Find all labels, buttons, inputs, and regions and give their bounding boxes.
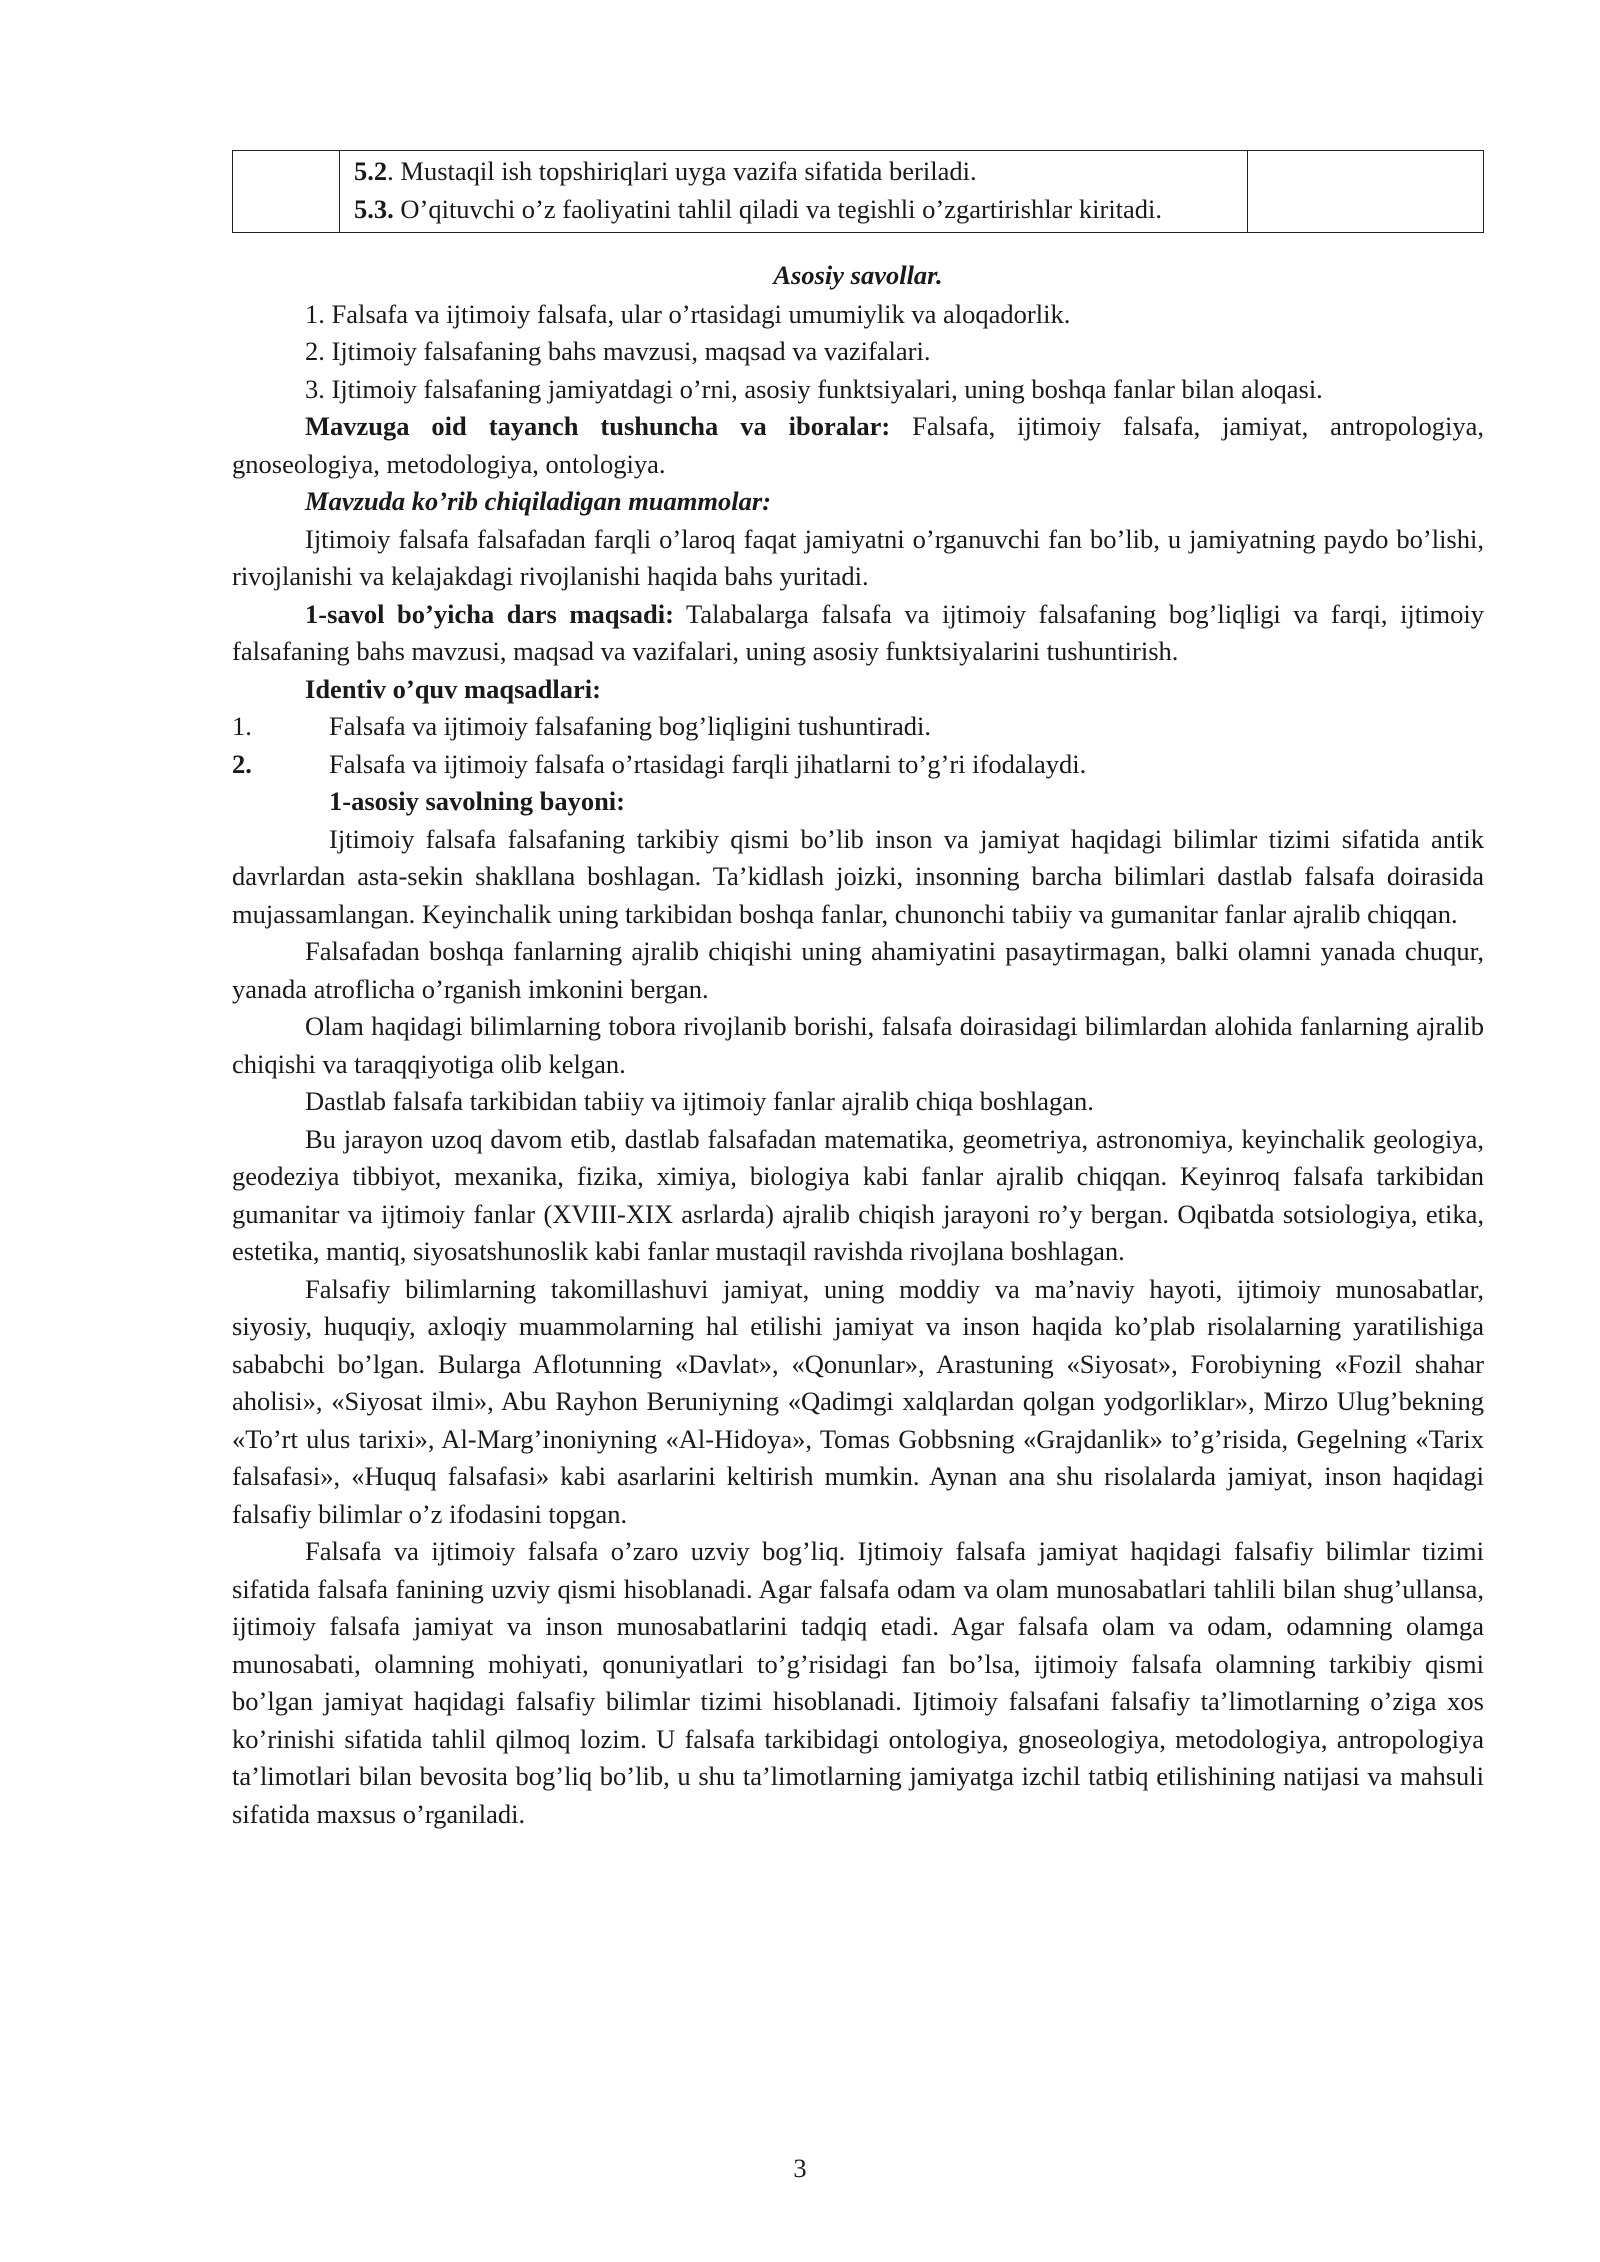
section-heading: Asosiy savollar. bbox=[773, 260, 943, 290]
body-paragraph: Dastlab falsafa tarkibidan tabiiy va ijtimoiy fanlar ajralib chiqa boshlagan. bbox=[305, 1086, 1094, 1116]
body-paragraph: Falsafadan boshqa fanlarning ajralib chiqishi uning ahamiyatini pasaytirmagan, balki olamni yanada chuqur, yanada atroflicha o’rganish imkonini bergan. bbox=[232, 936, 1484, 1004]
objective-text: Falsafa va ijtimoiy falsafaning bog’liqligini tushuntiradi. bbox=[329, 711, 932, 741]
body-paragraph: Olam haqidagi bilimlarning tobora rivojlanib borishi, falsafa doirasidagi bilimlardan alohida fanlarning ajralib chiqishi va taraqqiyotiga olib kelgan. bbox=[232, 1011, 1484, 1079]
objective-text: Falsafa va ijtimoiy falsafa o’rtasidagi farqli jihatlarni to’g’ri ifodalaydi. bbox=[329, 748, 1087, 779]
plan-item bbox=[354, 153, 1233, 191]
page-number: 3 bbox=[793, 2153, 807, 2183]
plan-item-number: 5.3. bbox=[354, 193, 394, 224]
statement-heading bbox=[232, 783, 1484, 821]
objective-number: 1. bbox=[232, 711, 252, 741]
problems-label: Mavzuda ko’rib chiqiladigan muammolar: bbox=[305, 486, 772, 516]
table-cell-content bbox=[340, 151, 1248, 233]
key-terms-label: Mavzuga oid tayanch tushuncha va iboralar: bbox=[305, 411, 891, 441]
question-item: 3. Ijtimoiy falsafaning jamiyatdagi o’rni, asosiy funktsiyalari, uning boshqa fanlar bilan aloqasi. bbox=[305, 373, 1323, 404]
plan-item-text: O’qituvchi o’z faoliyatini tahlil qiladi va tegishli o’zgartirishlar kiritadi. bbox=[393, 193, 1163, 224]
body-paragraph: Ijtimoiy falsafa falsafaning tarkibiy qismi bo’lib inson va jamiyat haqidagi bilimlar tizimi sifatida antik davrlardan asta-sekin shakllana boshlagan. Ta’kidlash joizki, insonning barcha bilimlari dastlab falsafa doirasida mujassamlangan. Keyinchalik uning tarkibidan boshqa fanlar, chunonchi tabiiy va gumanitar fanlar ajralib chiqqan. bbox=[232, 823, 1484, 929]
document-page bbox=[232, 150, 1484, 1833]
table-cell-notes bbox=[1248, 151, 1484, 233]
objectives-heading bbox=[232, 671, 1484, 709]
problems-heading bbox=[232, 483, 1484, 521]
body-paragraph: Bu jarayon uzoq davom etib, dastlab falsafadan matematika, geometriya, astronomiya, keyinchalik geologiya, geodeziya tibbiyot, mexanika, fizika, ximiya, biologiya kabi fanlar ajralib chiqqan. Keyinroq falsafa tarkibidan gumanitar va ijtimoiy fanlar (XVIII-XIX asrlarda) ajralib chiqish jarayoni ro’y bergan. Oqibatda sotsiologiya, etika, estetika, mantiq, siyosatshunoslik kabi fanlar mustaqil ravishda rivojlana boshlagan. bbox=[232, 1123, 1484, 1266]
goal-label: 1-savol bo’yicha dars maqsadi: bbox=[305, 598, 674, 629]
table-cell-number bbox=[233, 151, 340, 233]
key-terms-paragraph bbox=[232, 408, 1484, 483]
plan-item bbox=[354, 191, 1233, 229]
objective-number: 2. bbox=[232, 748, 252, 779]
objective-item bbox=[232, 708, 1484, 746]
objective-item bbox=[232, 746, 1484, 784]
problems-paragraph: Ijtimoiy falsafa falsafadan farqli o’laroq faqat jamiyatni o’rganuvchi fan bo’lib, u jamiyatning paydo bo’lishi, rivojlanishi va kelajakdagi rivojlanishi haqida bahs yuritadi. bbox=[232, 523, 1484, 591]
goal-text: Talabalarga falsafa va ijtimoiy falsafaning bog’liqligi va farqi, ijtimoiy falsafaning bahs mavzusi, maqsad va vazifalari, uning asosiy funktsiyalarini tushuntirish. bbox=[232, 598, 1484, 666]
key-terms-text: Falsafa, ijtimoiy falsafa, jamiyat, antropologiya, gnoseologiya, metodologiya, ontologiya. bbox=[232, 411, 1484, 479]
question-item: 2. Ijtimoiy falsafaning bahs mavzusi, maqsad va vazifalari. bbox=[305, 336, 931, 366]
table-row bbox=[233, 151, 1484, 233]
goal-paragraph bbox=[232, 596, 1484, 671]
statement-label: 1-asosiy savolning bayoni: bbox=[329, 786, 625, 816]
objectives-label: Identiv o’quv maqsadlari: bbox=[305, 673, 601, 704]
plan-item-text: . Mustaqil ish topshiriqlari uyga vazifa sifatida beriladi. bbox=[387, 156, 977, 186]
lesson-plan-table bbox=[232, 150, 1484, 233]
body-paragraph: Falsafiy bilimlarning takomillashuvi jamiyat, uning moddiy va ma’naviy hayoti, ijtimoiy munosabatlar, siyosiy, huquqiy, axloqiy muammolarning hal etilishi jamiyat va inson haqida ko’plab risolalarning yaratilishiga sababchi bo’lgan. Bularga Aflotunning «Davlat», «Qonunlar», Arastuning «Siyosat», Forobiyning «Fozil shahar aholisi», «Siyosat ilmi», Abu Rayhon Beruniyning «Qadimgi xalqlardan qolgan yodgorliklar», Mirzo Ulug’bekning «To’rt ulus tarixi», Al-Marg’inoniyning «Al-Hidoya», Tomas Gobbsning «Grajdanlik» to’g’risida, Gegelning «Tarix falsafasi», «Huquq falsafasi» kabi asarlarini keltirish mumkin. Aynan ana shu risolalarda jamiyat, inson haqidagi falsafiy bilimlar o’z ifodasini topgan. bbox=[232, 1273, 1484, 1529]
plan-item-number: 5.2 bbox=[354, 156, 388, 186]
body-paragraph: Falsafa va ijtimoiy falsafa o’zaro uzviy bog’liq. Ijtimoiy falsafa jamiyat haqidagi falsafiy bilimlar tizimi sifatida falsafa fanining uzviy qismi hisoblanadi. Agar falsafa odam va olam munosabatlari tahlili bilan shug’ullansa, ijtimoiy falsafa jamiyat va inson munosabatlarini tadqiq etadi. Agar falsafa olam va odam, odamning olamga munosabati, olamning mohiyati, qonuniyatlari to’g’risidagi fan bo’lsa, ijtimoiy falsafa olamning tarkibiy qismi bo’lgan jamiyat haqidagi falsafiy bilimlar tizimi hisoblanadi. Ijtimoiy falsafani falsafiy ta’limotlarning o’ziga xos ko’rinishi sifatida tahlil qilmoq lozim. U falsafa tarkibidagi ontologiya, gnoseologiya, metodologiya, antropologiya ta’limotlari bilan bevosita bog’liq bo’lib, u shu ta’limotlarning jamiyatga izchil tatbiq etilishining natijasi va mahsuli sifatida maxsus o’rganiladi. bbox=[232, 1536, 1484, 1829]
question-item: 1. Falsafa va ijtimoiy falsafa, ular o’rtasidagi umumiylik va aloqadorlik. bbox=[305, 298, 1071, 329]
